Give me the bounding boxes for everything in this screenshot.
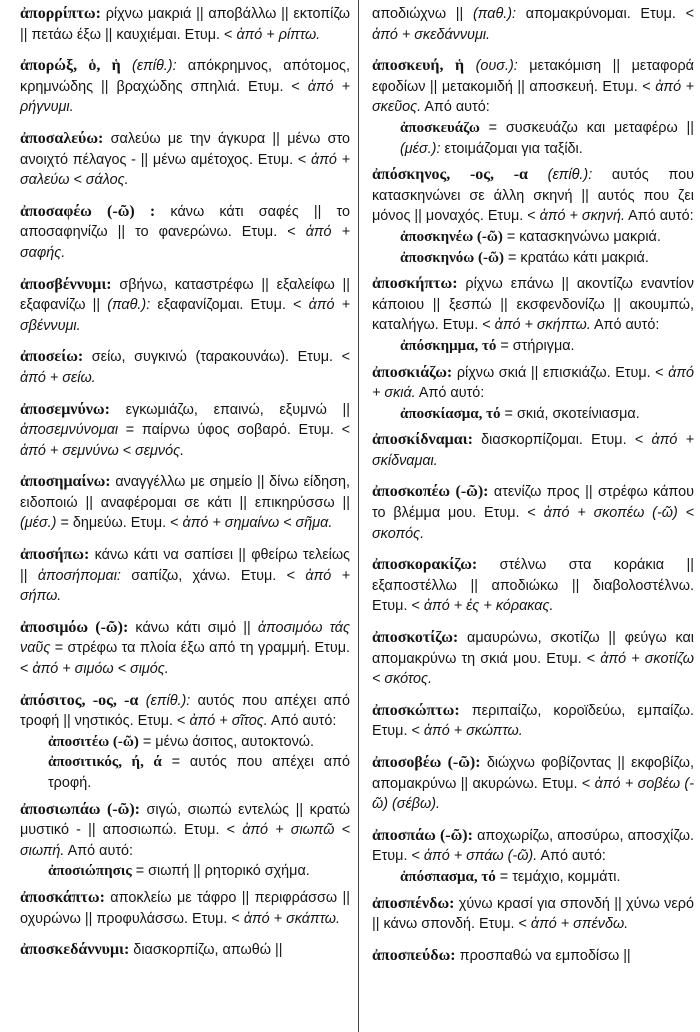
entry bbox=[372, 482, 694, 544]
italic-form: ἀποσήπομαι: bbox=[37, 567, 121, 584]
sub-headword: ἀποσκηνέω (-ῶ) bbox=[400, 228, 503, 245]
sub-headword: ἀποσκίασμα, τό bbox=[400, 405, 501, 422]
headword: ἀποσκήπτω: bbox=[372, 275, 458, 293]
headword: ἀποσπένδω: bbox=[372, 894, 455, 912]
entry bbox=[372, 363, 694, 425]
definition: σείω, συγκινώ (ταρακουνάω). Ετυμ. < bbox=[83, 349, 350, 366]
sub-definition: = αυτός που απέχει από τροφή. bbox=[48, 754, 351, 791]
entry bbox=[20, 400, 350, 462]
entry bbox=[372, 274, 694, 356]
headword: ἀπορώξ, ὁ, ἡ bbox=[20, 57, 121, 75]
headword: ἀποσκιάζω: bbox=[372, 363, 453, 381]
definition: εξαφανίζομαι. Ετυμ. < bbox=[150, 297, 309, 314]
sub-headword: ἀποσιτέω (-ῶ) bbox=[48, 733, 139, 750]
definition: σαλεύω με την άγκυρα || μένω στο ανοιχτό πέλαγος - || μένω αμέτοχος. Ετυμ. < bbox=[20, 130, 350, 168]
definition: αποδιώχνω || bbox=[372, 6, 464, 22]
definition: κάνω κάτι να σαπίσει || φθείρω τελείως || bbox=[20, 547, 350, 584]
headword: ἀποσιμόω (-ῶ): bbox=[20, 618, 129, 636]
headword: ἀπορρίπτω: bbox=[20, 5, 101, 22]
definition: αμαυρώνω, σκοτίζω || φεύγω και απομακρύνω τη σκιά μου. Ετυμ. < bbox=[372, 630, 694, 667]
entry bbox=[372, 826, 694, 888]
etymology: ἀπό + σκηνή. bbox=[539, 208, 625, 225]
etymology: ἀπό + σκώπτω. bbox=[423, 723, 523, 740]
definition: = στρέφω τα πλοία έξω από τη γραμμή. Ετυμ. < bbox=[20, 640, 350, 678]
etymology: ἀπό + σκοτίζω < σκότος. bbox=[372, 650, 694, 688]
entry bbox=[372, 946, 694, 967]
definition: κάνω κάτι σαφές || το αποσαφηνίζω || το φανερώνω. Ετυμ. < bbox=[20, 203, 350, 241]
definition: ρίχνω επάνω || ακοντίζω εναντίον κάποιου || ξεσπώ || εκσφενδονίζω || ακουμπώ, καταλήγω. Ετυμ. < bbox=[372, 276, 694, 334]
entry bbox=[20, 4, 350, 45]
pos-tag: (μέσ.): bbox=[400, 140, 441, 157]
definition: διασκορπίζομαι. Ετυμ. < bbox=[472, 432, 652, 449]
headword: ἀποσαφέω (-ῶ) : bbox=[20, 202, 156, 220]
etymology: ἀπό + σκεδάννυμι. bbox=[372, 26, 491, 43]
entry bbox=[372, 753, 694, 815]
definition: εγκωμιάζω, επαινώ, εξυμνώ || bbox=[109, 401, 350, 418]
definition: ρίχνω σκιά || επισκιάζω. Ετυμ. < bbox=[452, 364, 669, 381]
sub-entry bbox=[20, 732, 350, 753]
headword: ἀποσκάπτω: bbox=[20, 888, 105, 906]
sub-entry bbox=[372, 227, 694, 248]
sub-definition: = συσκευάζω και μεταφέρω || bbox=[479, 119, 694, 136]
headword: ἀποσκοτίζω: bbox=[372, 629, 459, 647]
headword: ἀποσιωπάω (-ῶ): bbox=[20, 800, 140, 818]
etymology: ἀπό + σβέννυμι. bbox=[20, 297, 350, 334]
derived-intro: Από αυτό: bbox=[590, 317, 660, 334]
sub-headword: ἀποσιτικός, ή, ά bbox=[48, 754, 162, 771]
etymology: ἀπό + ρήγνυμι. bbox=[20, 78, 350, 116]
etymology: ἀπό + σκεῦος. bbox=[372, 78, 694, 116]
italic-form: ἀποσιμόω τάς ναῦς bbox=[20, 619, 350, 657]
definition: διώχνω φοβίζοντας || εκφοβίζω, απομακρύνω || ακυρώνω. Ετυμ. < bbox=[372, 755, 694, 792]
sub-entry bbox=[372, 248, 694, 269]
etymology: ἀπό + σοβέω (-ῶ) (σέβω). bbox=[372, 775, 695, 813]
definition: κάνω κάτι σιμό || bbox=[128, 619, 258, 636]
headword: ἀποσείω: bbox=[20, 348, 84, 366]
definition: σβήνω, καταστρέφω || εξαλείφω || εξαφανίζω || bbox=[20, 276, 350, 314]
definition: σαπίζω, χάνω. Ετυμ. < bbox=[120, 567, 306, 584]
definition: αυτός που κατασκηνώνει σε άλλη σκηνή || αυτός που ζει μόνος || μοναχός. Ετυμ. < bbox=[372, 167, 694, 225]
etymology: ἀπό + σημαίνω < σῆμα. bbox=[182, 515, 333, 532]
etymology: ἀπό + σκίδναμαι. bbox=[372, 432, 694, 469]
pos-tag: (ουσ.): bbox=[464, 58, 518, 75]
etymology: ἀπό + ρίπτω. bbox=[236, 26, 321, 43]
etymology: ἀπό + σιμόω < σιμός. bbox=[32, 661, 169, 678]
entry bbox=[20, 545, 350, 607]
definition: = παίρνω ύφος σοβαρό. Ετυμ. < bbox=[118, 422, 350, 439]
entry bbox=[20, 888, 350, 929]
etymology: ἀπό + ἐς + κόρακας. bbox=[423, 598, 554, 615]
derived-intro: Από αυτό: bbox=[624, 208, 694, 225]
definition: αυτός που απέχει από τροφή || νηστικός. Ετυμ. < bbox=[20, 692, 350, 730]
headword: ἀποσημαίνω: bbox=[20, 473, 111, 491]
headword: ἀποσπεύδω: bbox=[372, 946, 456, 964]
etymology: ἀπό + σαλεύω < σάλος. bbox=[20, 151, 350, 189]
sub-entry bbox=[372, 336, 694, 357]
derived-intro: Από αυτό: bbox=[267, 713, 337, 730]
headword: ἀποσκοπέω (-ῶ): bbox=[372, 483, 489, 501]
entry bbox=[20, 275, 350, 337]
entry bbox=[20, 347, 350, 388]
entry bbox=[20, 800, 350, 882]
headword: ἀποσκευή, ἡ bbox=[372, 57, 465, 75]
sub-headword: ἀπόσκημμα, τό bbox=[400, 337, 497, 354]
definition: απόκρημνος, απότομος, κρημνώδης || βραχώδης σπηλιά. Ετυμ. < bbox=[20, 58, 350, 95]
headword: ἀποσβέννυμι: bbox=[20, 275, 112, 293]
pos-tag: (μέσ.) bbox=[20, 515, 57, 532]
definition: περιπαίζω, κοροϊδεύω, εμπαίζω. Ετυμ. < bbox=[372, 702, 694, 740]
entry bbox=[372, 701, 694, 742]
sub-entry bbox=[372, 118, 694, 159]
entry bbox=[372, 165, 694, 268]
entry bbox=[20, 202, 350, 264]
etymology: ἀπό + σεμνύνω < σεμνός. bbox=[20, 442, 185, 459]
entry bbox=[372, 628, 694, 690]
sub-definition: ετοιμάζομαι για ταξίδι. bbox=[440, 140, 583, 157]
definition: ρίχνω μακριά || αποβάλλω || εκτοπίζω || πετάω έξω || καυχιέμαι. Ετυμ. < bbox=[20, 6, 350, 43]
sub-entry bbox=[372, 404, 694, 425]
sub-headword: ἀποσκευάζω bbox=[400, 119, 480, 136]
etymology: ἀπό + σκοπέω (-ῶ) < σκοπός. bbox=[372, 505, 695, 542]
definition: διασκορπίζω, απωθώ || bbox=[129, 942, 283, 959]
definition: προσπαθώ να εμποδίσω || bbox=[455, 947, 631, 964]
right-column bbox=[358, 0, 700, 1032]
headword: ἀποσπάω (-ῶ): bbox=[372, 826, 473, 844]
headword: ἀποσεμνύνω: bbox=[20, 400, 110, 418]
etymology: ἀπό + σαφής. bbox=[20, 224, 350, 261]
entry bbox=[20, 618, 350, 680]
derived-intro: Από αυτό: bbox=[421, 99, 490, 116]
entry-continued bbox=[372, 4, 694, 45]
pos-tag: (παθ.): bbox=[463, 6, 517, 22]
headword: ἀποσαλεύω: bbox=[20, 129, 104, 147]
pos-tag: (επίθ.): bbox=[120, 58, 177, 75]
definition: απομακρύνομαι. Ετυμ. < bbox=[516, 6, 694, 22]
entry bbox=[372, 430, 694, 471]
entry bbox=[372, 56, 694, 159]
etymology: ἀπό + σήπω. bbox=[20, 567, 350, 605]
entry bbox=[372, 894, 694, 935]
definition: = δημεύω. Ετυμ. < bbox=[56, 515, 183, 532]
sub-entry bbox=[20, 861, 350, 882]
definition: μετακόμιση || μεταφορά εφοδίων || μετακομιδή || αποσκευή. Ετυμ. < bbox=[372, 58, 694, 95]
sub-definition: = μένω άσιτος, αυτοκτονώ. bbox=[138, 733, 315, 750]
definition: αποκλείω με τάφρο || περιφράσσω || οχυρώνω || προφυλάσσω. Ετυμ. < bbox=[20, 889, 350, 927]
pos-tag: (επίθ.): bbox=[138, 692, 191, 709]
etymology: ἀπό + σκάπτω. bbox=[243, 910, 341, 927]
headword: ἀποσήπω: bbox=[20, 546, 90, 564]
headword: ἀποσκίδναμαι: bbox=[372, 431, 473, 449]
sub-definition: = τεμάχιο, κομμάτι. bbox=[495, 868, 621, 885]
sub-entry bbox=[20, 752, 350, 793]
definition: σιγώ, σιωπώ εντελώς || κρατώ μυστικό - || αποσιωπώ. Ετυμ. < bbox=[20, 801, 351, 839]
etymology: ἀπό + σπάω (-ῶ). bbox=[423, 848, 538, 865]
sub-definition: = σκιά, σκοτείνιασμα. bbox=[500, 405, 640, 422]
sub-headword: ἀποσκηνόω (-ῶ) bbox=[400, 249, 504, 266]
derived-intro: Από αυτό: bbox=[537, 848, 606, 865]
etymology: ἀπό + σπένδω. bbox=[530, 916, 629, 933]
headword: ἀπόσιτος, -ος, -α bbox=[20, 691, 139, 709]
etymology: ἀπό + σκήπτω. bbox=[494, 317, 591, 334]
derived-intro: Από αυτό: bbox=[415, 385, 485, 402]
definition: αναγγέλλω με σημείο || δίνω είδηση, ειδοποιώ || αναφέρομαι σε κάτι || επικηρύσσω || bbox=[20, 474, 350, 511]
entry bbox=[20, 691, 350, 794]
etymology: ἀπό + σκιά. bbox=[372, 364, 694, 402]
entry bbox=[20, 56, 350, 118]
entry bbox=[372, 555, 694, 617]
derived-intro: Από αυτό: bbox=[64, 842, 134, 859]
entry bbox=[20, 129, 350, 191]
definition: ατενίζω προς || στρέφω κάπου το βλέμμα μου. Ετυμ. < bbox=[372, 484, 694, 522]
sub-definition: = σιωπή || ρητορικό σχήμα. bbox=[131, 863, 310, 880]
headword: ἀποσκεδάννυμι: bbox=[20, 941, 130, 959]
entry bbox=[20, 940, 350, 961]
definition: αποχωρίζω, αποσύρω, αποσχίζω. Ετυμ. < bbox=[372, 827, 694, 865]
definition: στέλνω στα κοράκια || εξαποστέλλω || αποδιώκω || διαβολοστέλνω. Ετυμ. < bbox=[372, 557, 694, 615]
etymology: ἀπό + σῖτος. bbox=[189, 713, 268, 730]
sub-definition: = κατασκηνώνω μακριά. bbox=[502, 228, 661, 245]
sub-definition: = στήριγμα. bbox=[496, 337, 575, 354]
headword: ἀποσοβέω (-ῶ): bbox=[372, 754, 481, 771]
headword: ἀποσκορακίζω: bbox=[372, 556, 478, 574]
pos-tag: (επίθ.): bbox=[527, 167, 593, 184]
sub-definition: = κρατάω κάτι μακριά. bbox=[503, 249, 649, 266]
sub-entry bbox=[372, 867, 694, 888]
pos-tag: (παθ.): bbox=[100, 297, 151, 314]
headword: ἀποσκώπτω: bbox=[372, 701, 460, 719]
headword: ἀπόσκηνος, -ος, -α bbox=[372, 166, 528, 184]
etymology: ἀπό + σιωπῶ < σιωπή. bbox=[20, 822, 350, 859]
sub-headword: ἀπόσπασμα, τό bbox=[400, 868, 496, 885]
italic-form: ἀποσεμνύνομαι bbox=[20, 422, 119, 439]
etymology: ἀπό + σείω. bbox=[20, 369, 96, 386]
definition: χύνω κρασί για σπονδή || χύνω νερό || κάνω σπονδή. Ετυμ. < bbox=[372, 895, 694, 933]
sub-headword: ἀποσιώπησις bbox=[48, 863, 132, 880]
entry bbox=[20, 472, 350, 534]
